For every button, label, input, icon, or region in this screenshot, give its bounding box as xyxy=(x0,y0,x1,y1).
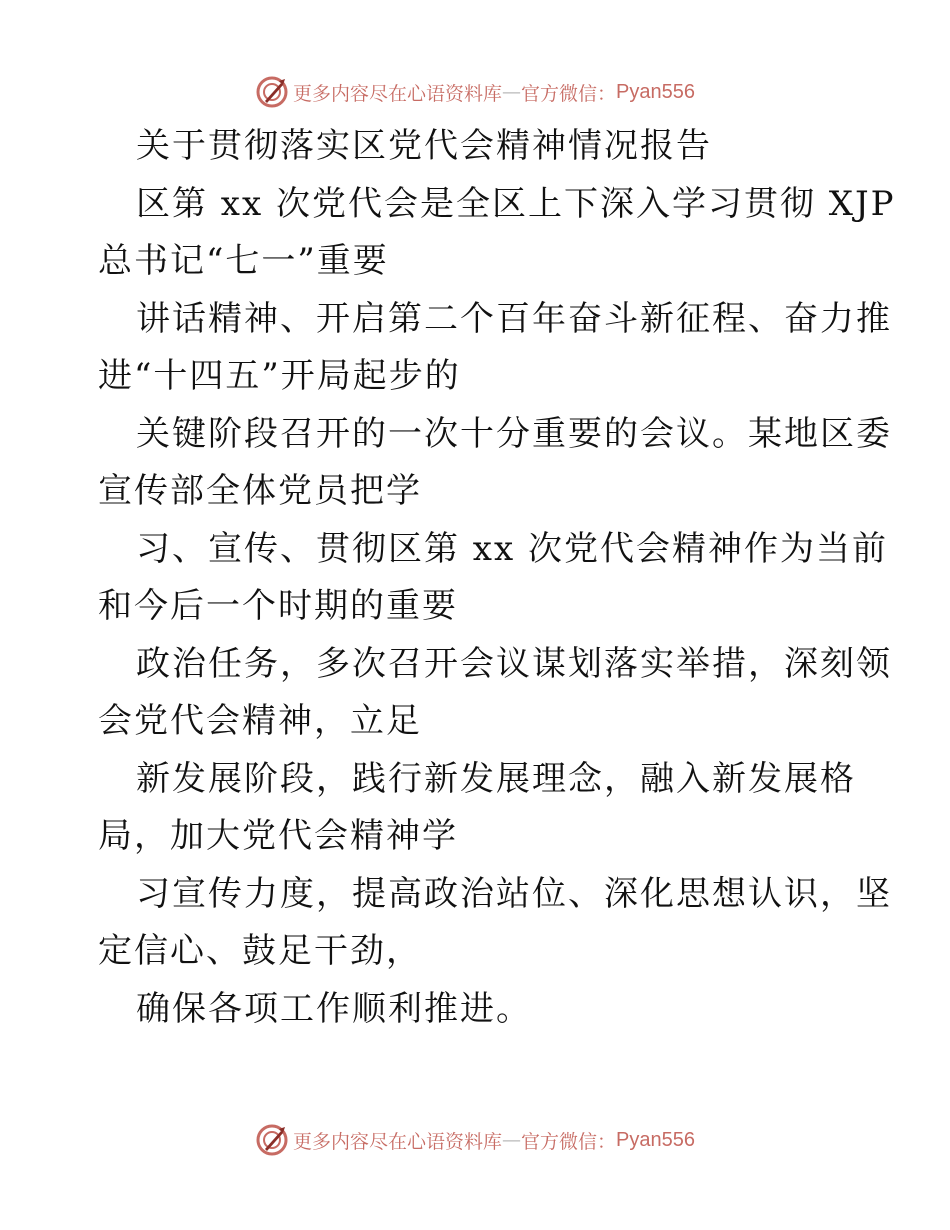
paragraph-line: 习宣传力度，提高政治站位、深化思想认识，坚 xyxy=(136,873,892,914)
document-body xyxy=(98,118,896,1038)
pen-logo-icon xyxy=(255,1123,289,1157)
watermark-suffix: 官方微信： xyxy=(521,82,617,105)
paragraph-line: 和今后一个时期的重要 xyxy=(98,586,458,626)
watermark-separator: — xyxy=(502,1129,522,1151)
paragraph-line: 局，加大党代会精神学 xyxy=(98,816,458,856)
footer-watermark xyxy=(0,1120,950,1160)
paragraph-line: 区第 xx 次党代会是全区上下深入学习贯彻 XJP xyxy=(136,183,896,224)
paragraph-line: 会党代会精神，立足 xyxy=(98,701,422,741)
paragraph-line: 政治任务，多次召开会议谋划落实举措，深刻领 xyxy=(136,643,892,684)
pen-logo-icon xyxy=(255,75,289,109)
paragraph-line: 讲话精神、开启第二个百年奋斗新征程、奋力推 xyxy=(136,298,892,339)
paragraph-line: 习、宣传、贯彻区第 xx 次党代会精神作为当前 xyxy=(136,528,888,569)
watermark-text: 更多内容尽在心语资料库 xyxy=(293,1130,503,1153)
paragraph-line: 宣传部全体党员把学 xyxy=(98,471,422,511)
watermark-id: Pyan556 xyxy=(616,80,695,103)
paragraph-line: 定信心、鼓足干劲， xyxy=(98,931,422,971)
paragraph-line: 关键阶段召开的一次十分重要的会议。某地区委 xyxy=(136,413,892,454)
paragraph-line: 进“十四五”开局起步的 xyxy=(98,356,461,396)
paragraph-line: 确保各项工作顺利推进。 xyxy=(136,988,532,1029)
header-watermark xyxy=(0,72,950,112)
paragraph-line: 总书记“七一”重要 xyxy=(98,241,389,281)
document-title: 关于贯彻落实区党代会精神情况报告 xyxy=(136,126,712,166)
watermark-separator: — xyxy=(502,81,522,103)
watermark-id: Pyan556 xyxy=(616,1128,695,1151)
watermark-text: 更多内容尽在心语资料库 xyxy=(293,82,503,105)
watermark-suffix: 官方微信： xyxy=(521,1130,617,1153)
paragraph-line: 新发展阶段，践行新发展理念，融入新发展格 xyxy=(136,758,856,799)
